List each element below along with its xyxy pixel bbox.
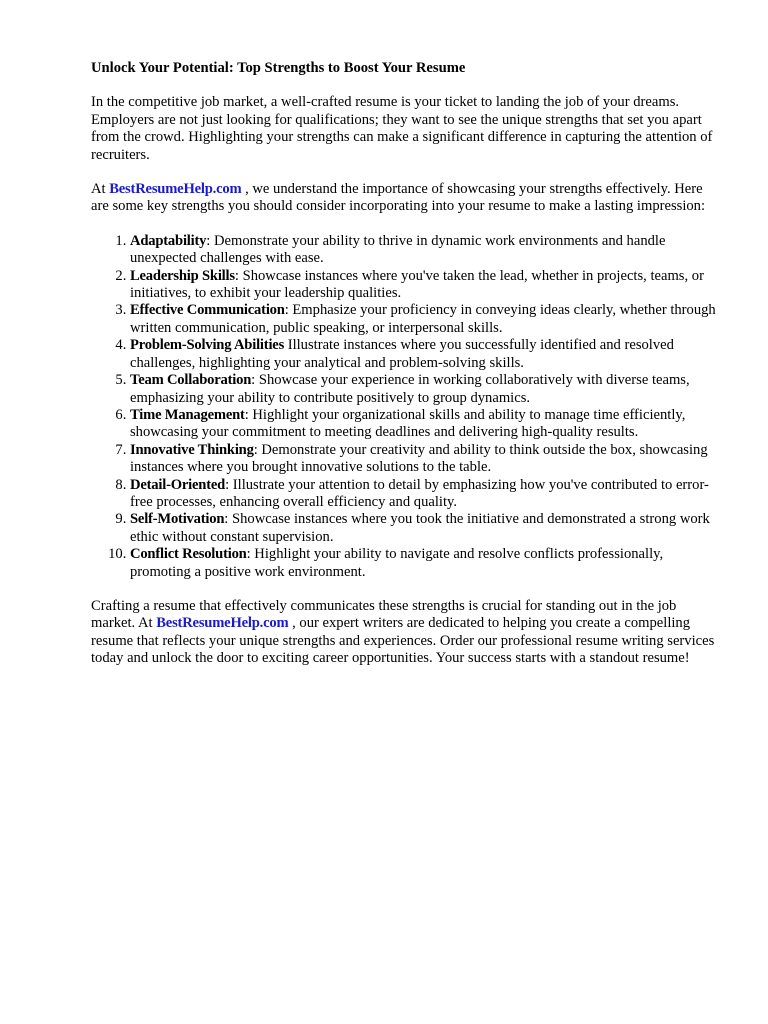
- closing-suffix: , our expert writers are dedicated to helping you create a compelling resume that reflects your unique strengths and experiences. Order our professional resume writing services today and unlock the door to exciting career opportunities. Your success starts with a standout resume!: [91, 615, 715, 667]
- document-title: Unlock Your Potential: Top Strengths to Boost Your Resume: [91, 60, 466, 76]
- strength-term: Adaptability: [130, 232, 207, 249]
- strength-term: Detail-Oriented: [130, 476, 226, 493]
- strength-item-team-collaboration: [130, 372, 721, 407]
- strength-item-problem-solving-abilities: [130, 337, 721, 372]
- strength-description: Illustrate instances where you successfully identified and resolved challenges, highlighting your analytical and problem-solving skills.: [130, 337, 674, 371]
- strength-description: : Showcase instances where you took the initiative and demonstrated a strong work ethic without constant supervision.: [130, 511, 710, 545]
- strength-item-detail-oriented: [130, 477, 721, 512]
- company-intro-paragraph: [91, 181, 721, 216]
- bestresumehelp-link[interactable]: BestResumeHelp.com: [156, 615, 289, 632]
- document-page: [91, 60, 721, 668]
- closing-paragraph: [91, 598, 721, 668]
- strength-item-time-management: [130, 407, 721, 442]
- company-intro-suffix: , we understand the importance of showcasing your strengths effectively. Here are some key strengths you should consider incorporating into your resume to make a lasting impression:: [91, 181, 706, 215]
- strength-term: Problem-Solving Abilities: [130, 337, 285, 354]
- strength-description: : Highlight your ability to navigate and resolve conflicts professionally, promoting a positive work environment.: [130, 546, 664, 580]
- strength-description: : Highlight your organizational skills and ability to manage time efficiently, showcasing your commitment to meeting deadlines and delivering high-quality results.: [130, 406, 686, 441]
- strength-term: Conflict Resolution: [130, 546, 247, 563]
- strengths-list: [91, 233, 721, 581]
- bestresumehelp-link[interactable]: BestResumeHelp.com: [109, 181, 242, 198]
- strength-item-innovative-thinking: [130, 442, 721, 477]
- strength-term: Leadership Skills: [130, 267, 235, 284]
- strength-description: : Illustrate your attention to detail by emphasizing how you've contributed to error-free processes, enhancing overall efficiency and quality.: [130, 476, 709, 510]
- strength-item-effective-communication: [130, 302, 721, 337]
- strength-item-leadership-skills: [130, 268, 721, 303]
- strength-item-adaptability: [130, 233, 721, 268]
- strength-term: Effective Communication: [130, 302, 285, 319]
- strength-description: : Emphasize your proficiency in conveying ideas clearly, whether through written communication, public speaking, or interpersonal skills.: [130, 302, 716, 336]
- strength-description: : Showcase your experience in working collaboratively with diverse teams, emphasizing your ability to contribute positively to group dynamics.: [130, 372, 690, 406]
- strength-term: Self-Motivation: [130, 511, 225, 528]
- strength-term: Time Management: [130, 406, 245, 423]
- closing-prefix: Crafting a resume that effectively communicates these strengths is crucial for standing out in the job market. At: [91, 597, 677, 632]
- strength-term: Team Collaboration: [130, 372, 252, 389]
- strength-item-conflict-resolution: [130, 546, 721, 581]
- strength-term: Innovative Thinking: [130, 441, 254, 458]
- intro-paragraph: In the competitive job market, a well-crafted resume is your ticket to landing the job of your dreams. Employers are not just looking for qualifications; they want to see the unique strengths that set you apart from the crowd. Highlighting your strengths can make a significant difference in capturing the attention of recruiters.: [91, 94, 713, 163]
- strength-item-self-motivation: [130, 511, 721, 546]
- strength-description: : Showcase instances where you've taken the lead, whether in projects, teams, or initiatives, to exhibit your leadership qualities.: [130, 267, 704, 302]
- company-intro-prefix: At: [91, 181, 110, 198]
- strength-description: : Demonstrate your creativity and ability to think outside the box, showcasing instances where you brought innovative solutions to the table.: [130, 441, 708, 476]
- strength-description: : Demonstrate your ability to thrive in dynamic work environments and handle unexpected challenges with ease.: [130, 232, 666, 267]
